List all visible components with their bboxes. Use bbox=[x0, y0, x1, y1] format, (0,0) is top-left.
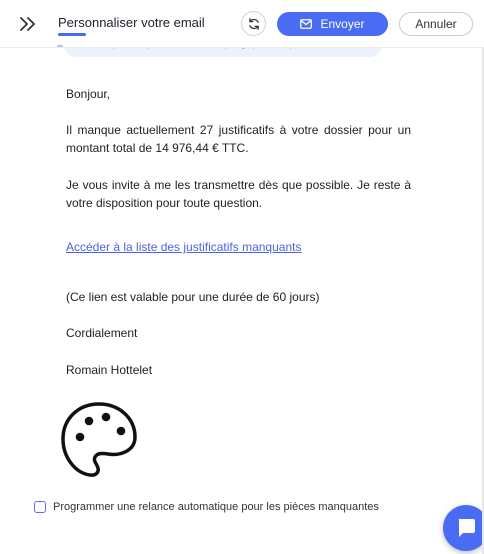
chat-button[interactable] bbox=[443, 505, 484, 551]
mail-icon bbox=[300, 19, 312, 29]
auto-reminder-label: Programmer une relance automatique pour les pièces manquantes bbox=[53, 501, 379, 513]
hint-indicator bbox=[57, 45, 63, 47]
header-bar bbox=[0, 0, 484, 48]
chat-icon bbox=[454, 516, 478, 540]
expand-panel-button[interactable] bbox=[16, 12, 40, 36]
email-greeting: Bonjour, bbox=[66, 87, 111, 101]
chevrons-right-icon bbox=[16, 12, 40, 36]
refresh-icon bbox=[247, 17, 261, 31]
email-paragraph: Il manque actuellement 27 justificatifs à votre dossier pour un montant total de 14 976,44 € TTC. bbox=[66, 123, 411, 155]
auto-reminder-checkbox[interactable] bbox=[34, 501, 46, 513]
email-paragraph: Je vous invite à me les transmettre dès que possible. Je reste à votre disposition pour toute question. bbox=[66, 178, 411, 210]
email-signature: Romain Hottelet bbox=[66, 363, 153, 377]
page-title: Personnaliser votre email bbox=[58, 15, 205, 30]
palette-icon bbox=[60, 401, 138, 479]
send-button[interactable] bbox=[277, 12, 388, 36]
email-closing: Cordialement bbox=[66, 326, 138, 340]
title-underline bbox=[58, 33, 86, 36]
send-button-label: Envoyer bbox=[320, 17, 365, 31]
cancel-button-label: Annuler bbox=[415, 17, 457, 31]
email-body[interactable] bbox=[66, 85, 411, 379]
refresh-button[interactable] bbox=[241, 11, 266, 36]
missing-documents-link[interactable]: Accéder à la liste des justificatifs manquants bbox=[66, 240, 302, 254]
cancel-button[interactable] bbox=[399, 12, 473, 36]
auto-reminder-option[interactable] bbox=[34, 501, 379, 513]
email-validity-note: (Ce lien est valable pour une durée de 60 jours) bbox=[66, 290, 320, 304]
